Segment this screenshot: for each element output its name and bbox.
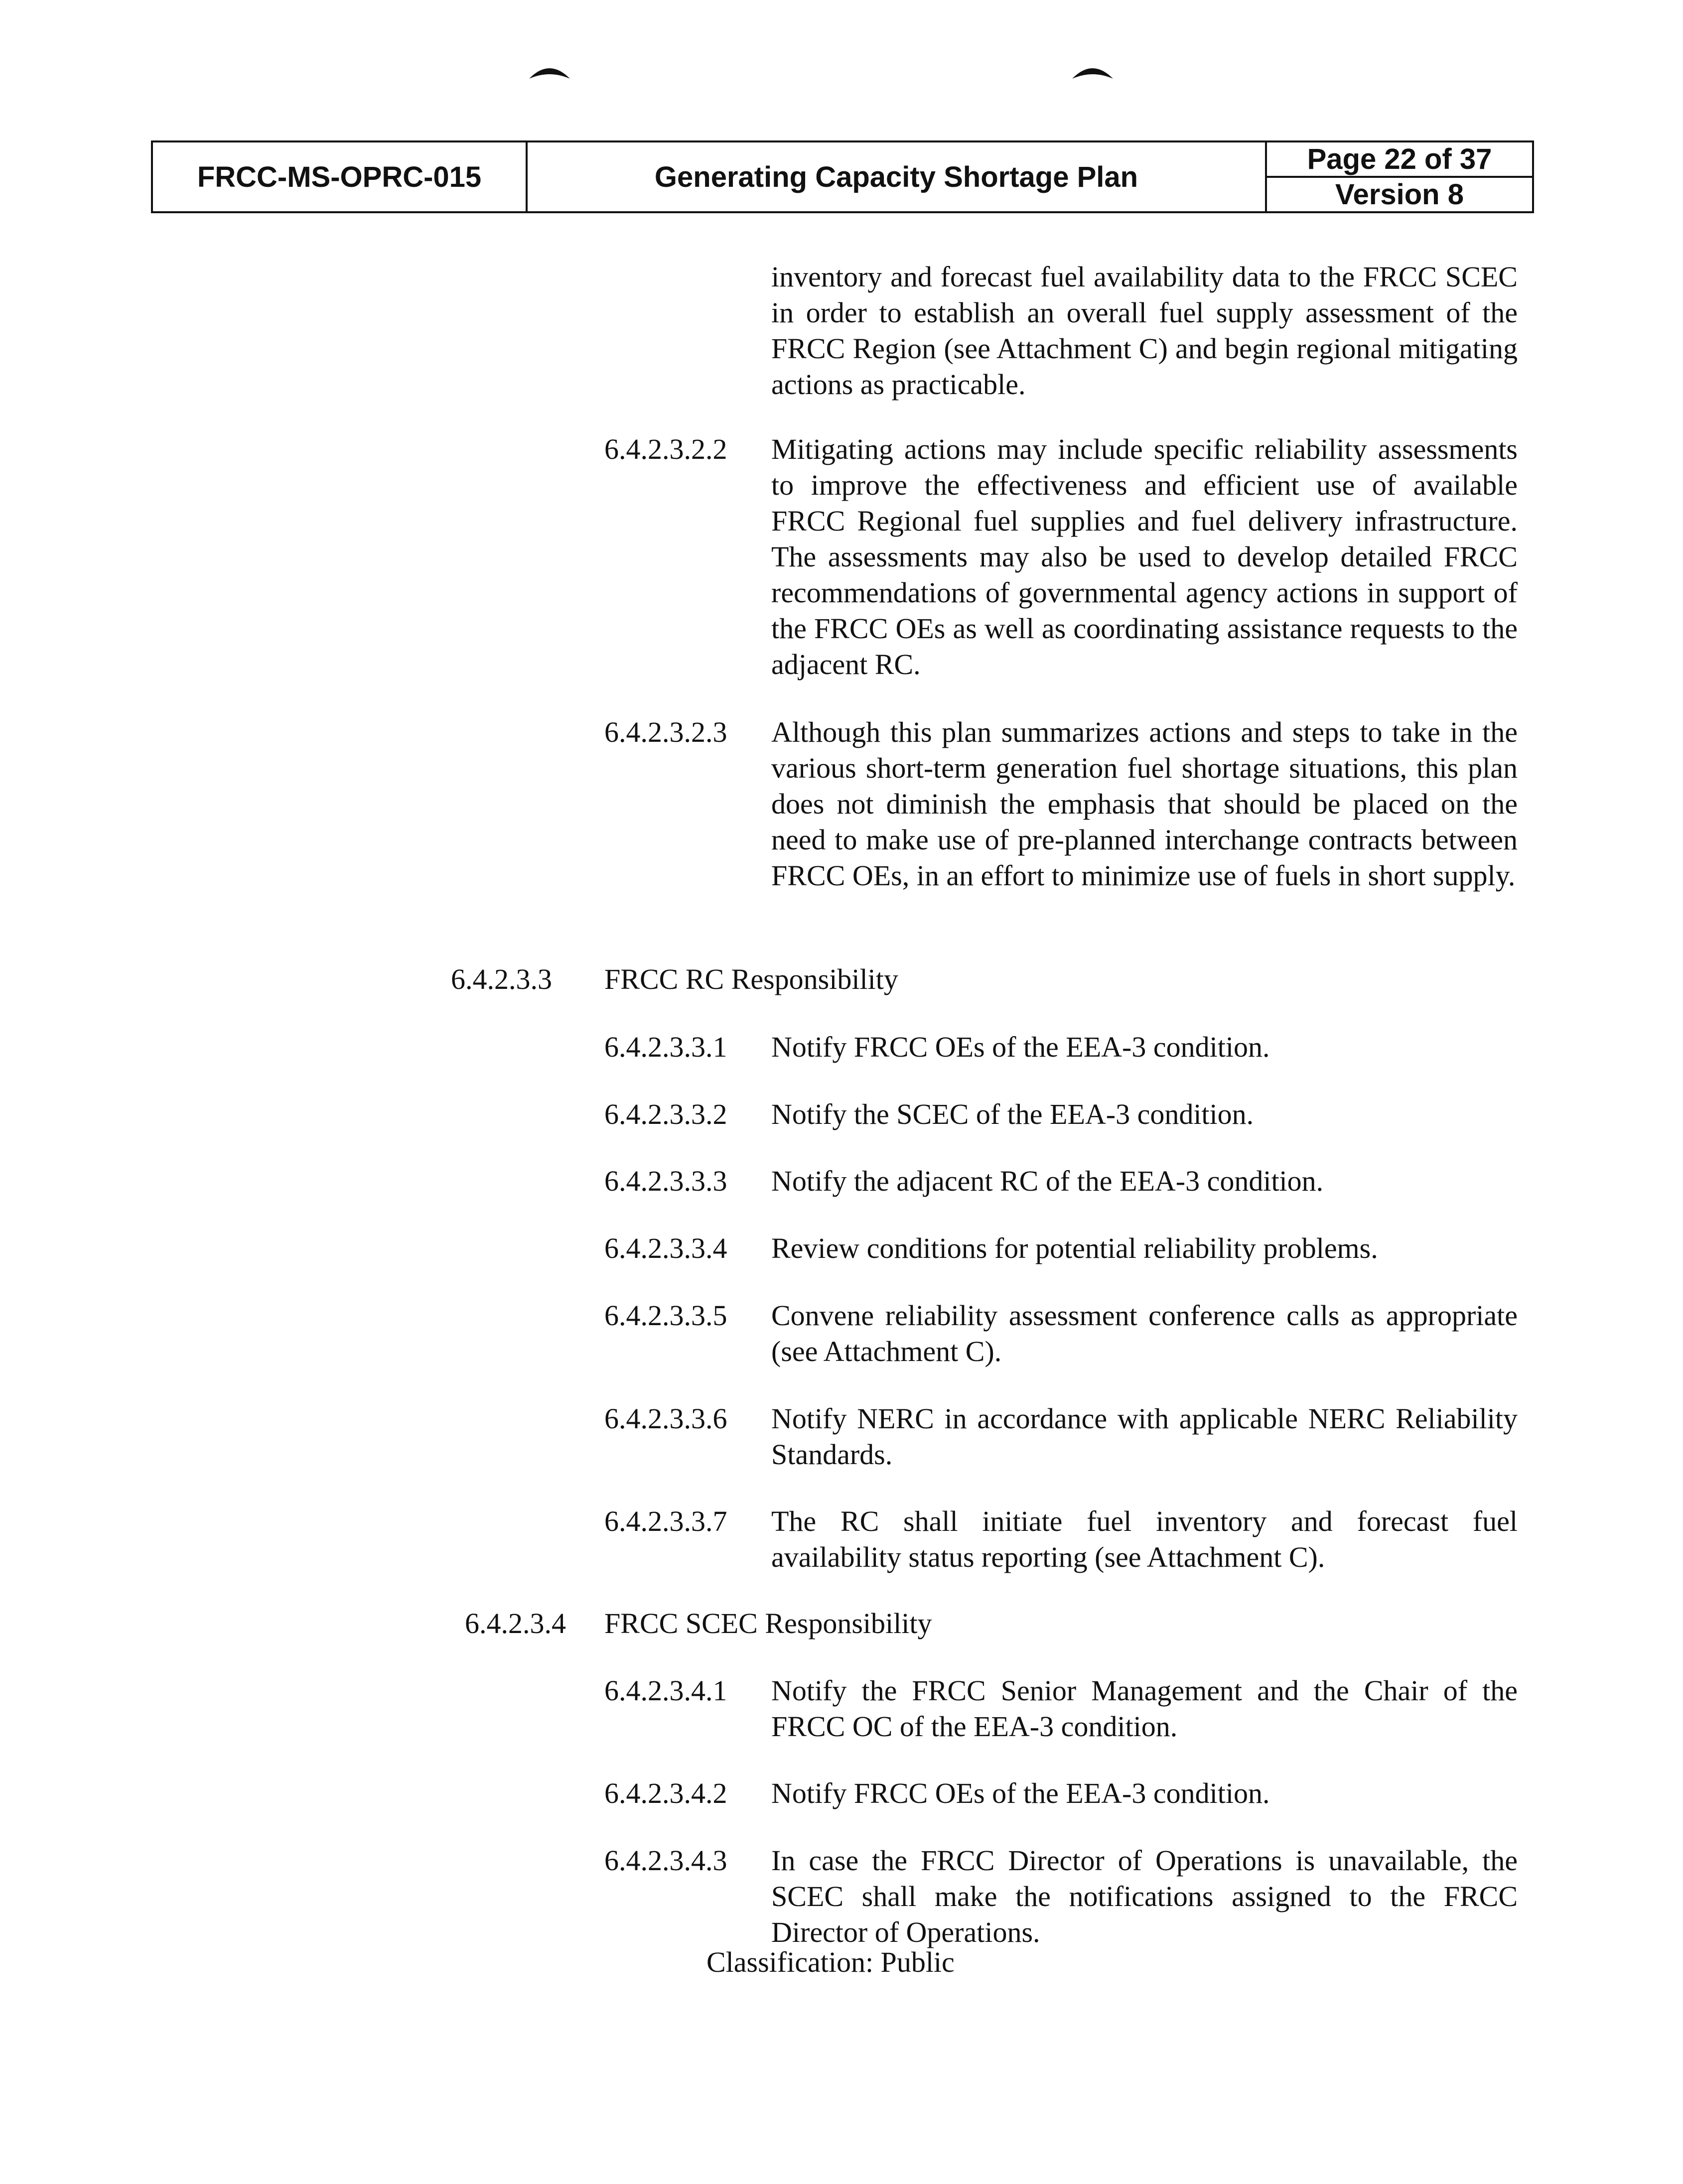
item-number: 6.4.2.3.3.2 [604, 1098, 727, 1130]
item-text: The RC shall initiate fuel inventory and forecast fuel availability status reporting (see Attachment C). [771, 1505, 1518, 1573]
item-text: Notify NERC in accordance with applicable NERC Reliability Standards. [771, 1402, 1518, 1471]
document-header [151, 140, 1534, 213]
item-number: 6.4.2.3.2.3 [604, 716, 727, 748]
classification-label: Classification: Public [706, 1946, 955, 1978]
item-text: Notify the adjacent RC of the EEA-3 condition. [771, 1165, 1324, 1197]
page-meta [1267, 142, 1532, 211]
item-text: Notify the FRCC Senior Management and the Chair of the FRCC OC of the EEA-3 condition. [771, 1674, 1518, 1743]
hole-punch-mark-left [527, 59, 572, 82]
document-title: Generating Capacity Shortage Plan [528, 142, 1267, 211]
section-number: 6.4.2.3.4 [465, 1607, 566, 1639]
item-text: Notify FRCC OEs of the EEA-3 condition. [771, 1777, 1270, 1809]
section-title: FRCC SCEC Responsibility [604, 1607, 932, 1639]
item-number: 6.4.2.3.4.3 [604, 1844, 727, 1877]
item-number: 6.4.2.3.3.1 [604, 1031, 727, 1063]
section-number: 6.4.2.3.3 [451, 963, 552, 995]
item-text: Notify the SCEC of the EEA-3 condition. [771, 1098, 1254, 1130]
item-number: 6.4.2.3.3.3 [604, 1165, 727, 1197]
hole-punch-mark-right [1070, 59, 1115, 82]
item-text: Although this plan summarizes actions and steps to take in the various short-term generation fuel shortage situations, this plan does not diminish the emphasis that should be placed on the need to make use of pre-planned interchange contracts between FRCC OEs, in an effort to minimize use of fuels in short supply. [771, 716, 1518, 892]
item-text: Convene reliability assessment conference calls as appropriate (see Attachment C). [771, 1299, 1518, 1367]
paragraph-text: inventory and forecast fuel availability data to the FRCC SCEC in order to establish an overall fuel supply assessment of the FRCC Region (see Attachment C) and begin regional mitigating actions as practicable. [771, 261, 1518, 401]
item-number: 6.4.2.3.3.5 [604, 1299, 727, 1332]
document-id: FRCC-MS-OPRC-015 [153, 142, 528, 211]
item-text: In case the FRCC Director of Operations is unavailable, the SCEC shall make the notifications assigned to the FRCC Director of Operations. [771, 1844, 1518, 1948]
item-number: 6.4.2.3.4.2 [604, 1777, 727, 1809]
item-text: Notify FRCC OEs of the EEA-3 condition. [771, 1031, 1270, 1063]
item-number: 6.4.2.3.3.7 [604, 1505, 727, 1537]
item-number: 6.4.2.3.3.4 [604, 1232, 727, 1264]
item-text: Review conditions for potential reliability problems. [771, 1232, 1378, 1264]
page-number: Page 22 of 37 [1307, 143, 1492, 175]
item-text: Mitigating actions may include specific reliability assessments to improve the effectiveness and efficient use of available FRCC Regional fuel supplies and fuel delivery infrastructure. The assessments may also be used to develop detailed FRCC recommendations of governmental agency actions in support of the FRCC OEs as well as coordinating assistance requests to the adjacent RC. [771, 433, 1518, 681]
item-number: 6.4.2.3.4.1 [604, 1674, 727, 1707]
version: Version 8 [1267, 176, 1532, 211]
item-number: 6.4.2.3.2.2 [604, 433, 727, 465]
item-number: 6.4.2.3.3.6 [604, 1402, 727, 1435]
section-title: FRCC RC Responsibility [604, 963, 898, 995]
